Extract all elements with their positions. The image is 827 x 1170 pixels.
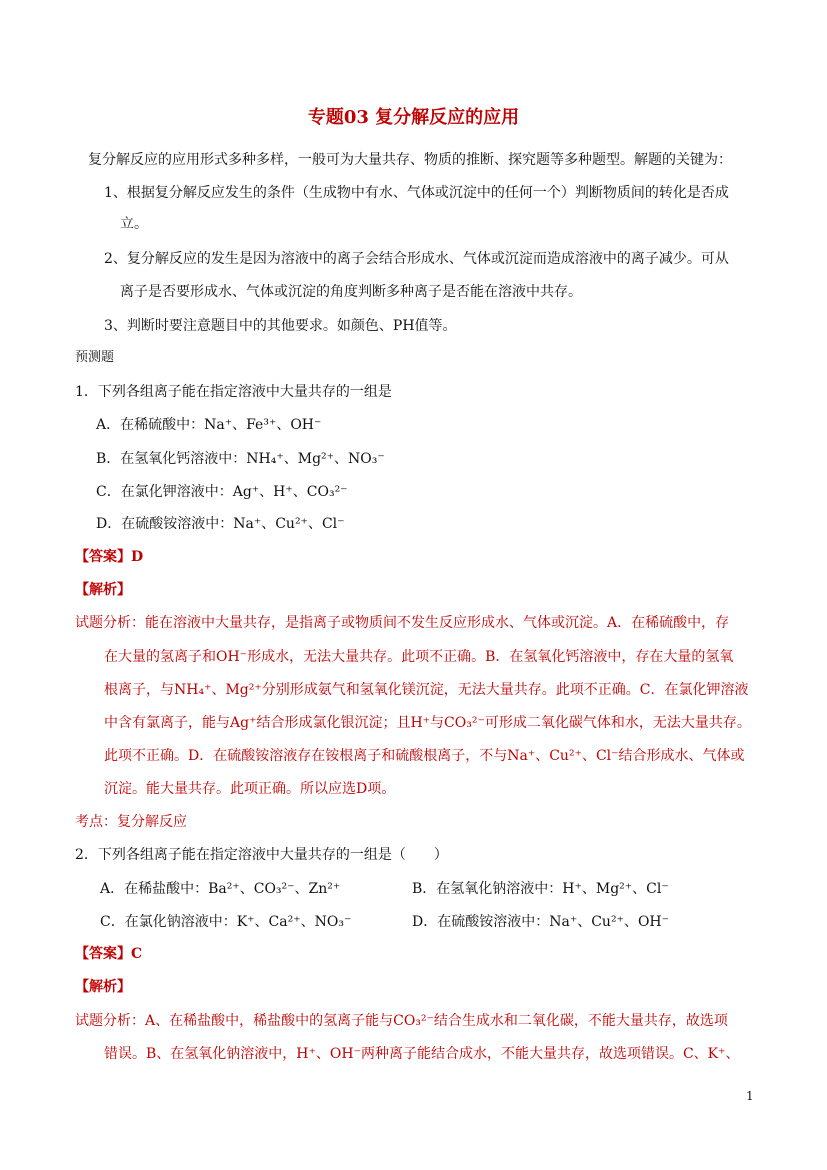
q2-analysis-line-2: 错误。B、在氢氧化钠溶液中，H⁺、OH⁻两种离子能结合成水，不能大量共存，故选项错误。C、K⁺、 (104, 1046, 740, 1062)
intro-point-2: 2、复分解反应的发生是因为溶液中的离子会结合形成水、气体或沉淀而造成溶液中的离子减少。可从 (104, 251, 729, 267)
q1-analysis-line-1: 试题分析：能在溶液中大量共存，是指离子或物质间不发生反应形成水、气体或沉淀。A．在稀硫酸中，存 (75, 615, 730, 631)
intro-point-3: 3、判断时要注意题目中的其他要求。如颜色、PH值等。 (104, 318, 457, 334)
intro-lead: 复分解反应的应用形式多种多样，一般可为大量共存、物质的推断、探究题等多种题型。解题的关键为： (88, 152, 732, 168)
intro-point-1-cont: 立。 (120, 216, 148, 232)
q2-stem: 2．下列各组离子能在指定溶液中大量共存的一组是（ ） (75, 847, 448, 863)
q1-analysis-label: 【解析】 (75, 582, 131, 598)
q2-option-d: D．在硫酸铵溶液中：Na⁺、Cu²⁺、OH⁻ (412, 914, 670, 930)
q1-analysis-line-3: 根离子，与NH₄⁺、Mg²⁺分别形成氨气和氢氧化镁沉淀，无法大量共存。此项不正确。C．在氯化钾溶液 (104, 682, 749, 698)
q1-option-b: B．在氢氧化钙溶液中：NH₄⁺、Mg²⁺、NO₃⁻ (96, 451, 385, 467)
q2-option-a: A．在稀盐酸中：Ba²⁺、CO₃²⁻、Zn²⁺ (100, 881, 341, 897)
q2-analysis-line-1: 试题分析：A、在稀盐酸中，稀盐酸中的氢离子能与CO₃²⁻结合生成水和二氧化碳，不能大量共存，故选项 (75, 1013, 728, 1029)
q1-analysis-line-6: 沉淀。能大量共存。此项正确。所以应选D项。 (104, 781, 396, 797)
section-label: 预测题 (75, 350, 115, 365)
intro-point-1: 1、根据复分解反应发生的条件（生成物中有水、气体或沉淀中的任何一个）判断物质间的转化是否成 (104, 185, 729, 201)
page-title: 专题03 复分解反应的应用 (307, 107, 520, 128)
intro-point-2-cont: 离子是否要形成水、气体或沉淀的角度判断多种离子是否能在溶液中共存。 (120, 284, 582, 300)
q1-stem: 1．下列各组离子能在指定溶液中大量共存的一组是 (75, 384, 392, 400)
q1-analysis-line-4: 中含有氯离子，能与Ag⁺结合形成氯化银沉淀；且H⁺与CO₃²⁻可形成二氧化碳气体和水，无法大量共存。 (104, 715, 751, 731)
page-number: 1 (746, 1089, 754, 1103)
q1-option-c: C．在氯化钾溶液中：Ag⁺、H⁺、CO₃²⁻ (96, 484, 348, 500)
q1-analysis-line-5: 此项不正确。D．在硫酸铵溶液存在铵根离子和硫酸根离子，不与Na⁺、Cu²⁺、Cl⁻结合形成水、气体或 (104, 748, 745, 764)
q2-option-b: B．在氢氧化钠溶液中：H⁺、Mg²⁺、Cl⁻ (412, 881, 669, 897)
q1-option-a: A．在稀硫酸中：Na⁺、Fe³⁺、OH⁻ (96, 417, 322, 433)
q1-option-d: D．在硫酸铵溶液中：Na⁺、Cu²⁺、Cl⁻ (96, 516, 345, 532)
q1-analysis-line-2: 在大量的氢离子和OH⁻形成水，无法大量共存。此项不正确。B．在氢氧化钙溶液中，存在大量的氢氧 (104, 649, 734, 665)
q1-answer: 【答案】D (75, 549, 144, 565)
q2-answer: 【答案】C (75, 946, 143, 962)
q1-kaodian: 考点：复分解反应 (75, 814, 187, 830)
q2-option-c: C．在氯化钠溶液中：K⁺、Ca²⁺、NO₃⁻ (100, 914, 352, 930)
q2-analysis-label: 【解析】 (75, 979, 131, 995)
